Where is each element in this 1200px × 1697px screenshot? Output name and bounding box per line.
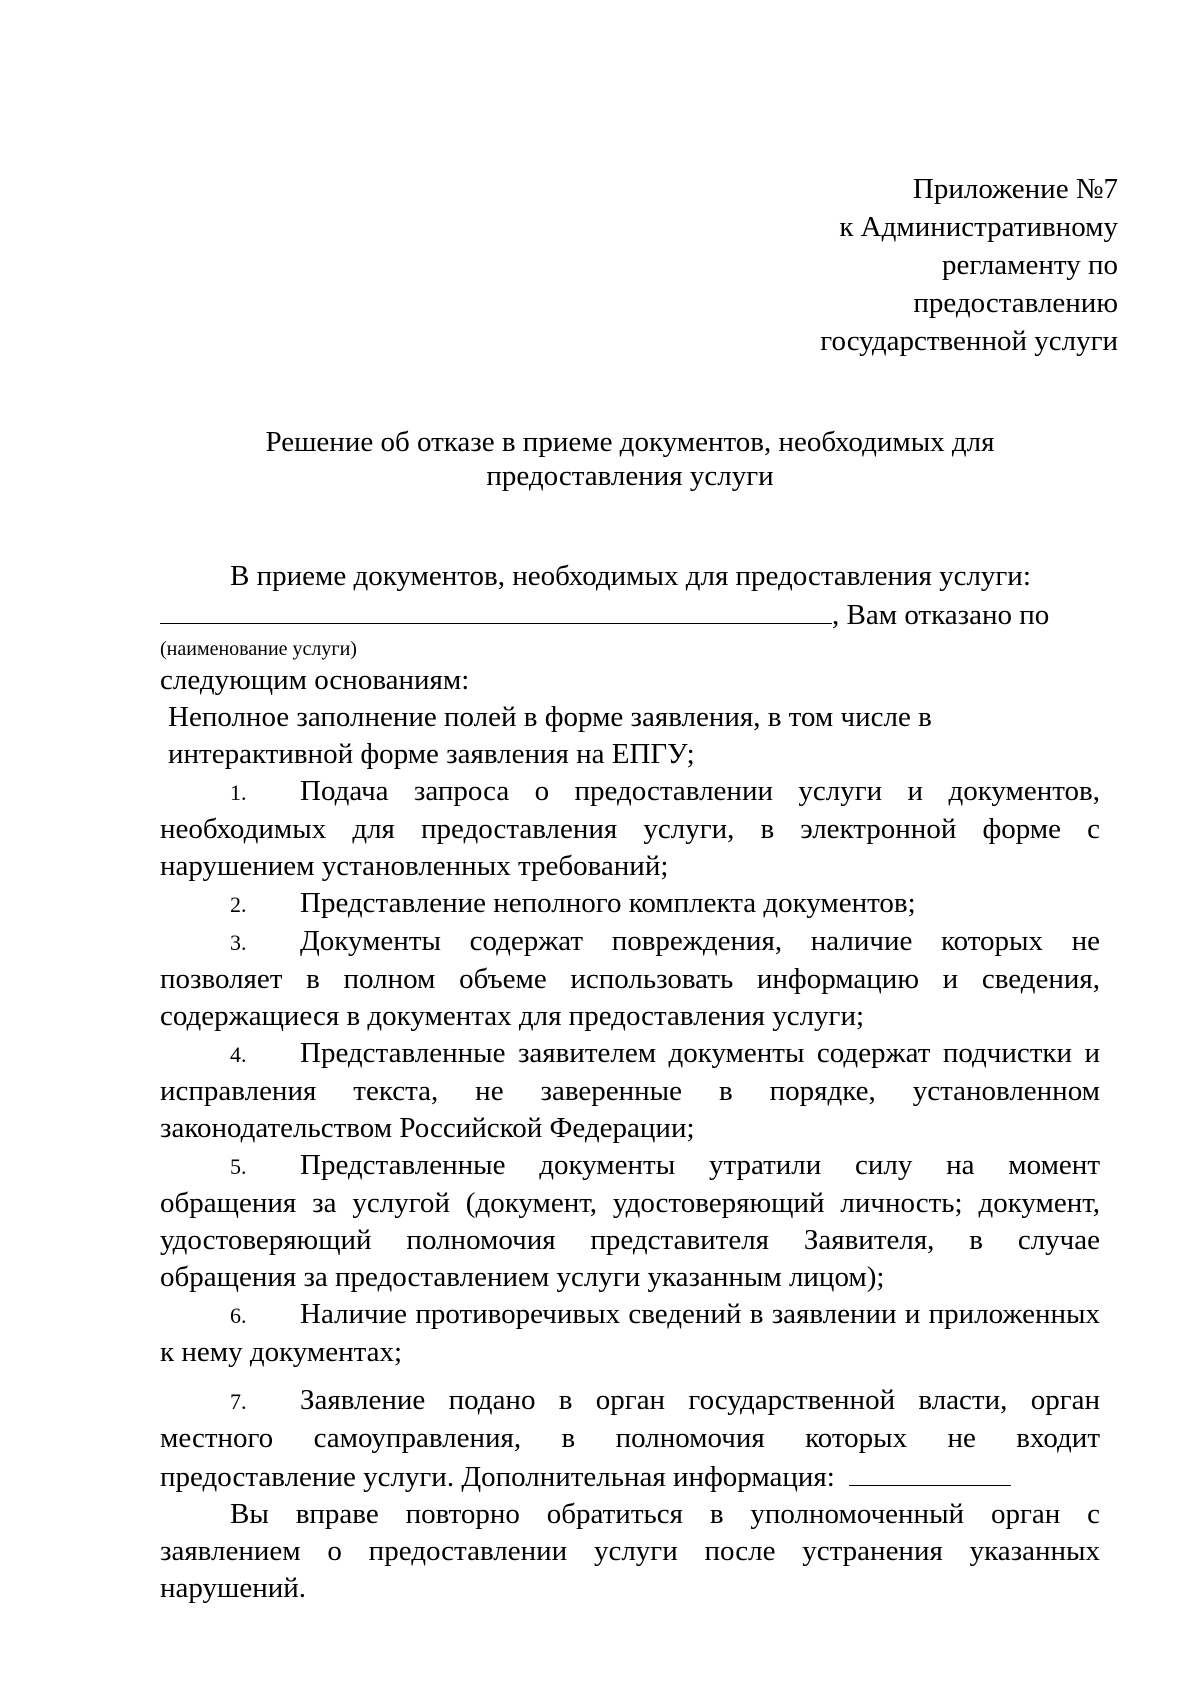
document-title: [160, 425, 1100, 493]
item-text: Представленные заявителем документы содержат подчистки и исправления текста, не заверенные в порядке, установленном законодательством Российской Федерации;: [160, 1037, 1100, 1144]
intro-line-3: следующим основаниям:: [160, 664, 470, 696]
appendix-line: регламенту по: [942, 249, 1118, 281]
item-number: 5.: [230, 1154, 247, 1179]
item-text: Представление неполного комплекта документов;: [300, 887, 916, 919]
item-text: Документы содержат повреждения, наличие которых не позволяет в полном объеме использовать информацию и сведения, содержащиеся в документах для предоставления услуги;: [160, 925, 1100, 1032]
service-name-blank: [160, 595, 832, 624]
appendix-line: к Административному: [839, 211, 1118, 243]
item-text: Представленные документы утратили силу на момент обращения за услугой (документ, удостоверяющий личность; документ, удостоверяющий полномочия представителя Заявителя, в случае обращения за предоставлением услуги указанным лицом);: [160, 1149, 1100, 1293]
appendix-line: государственной услуги: [820, 325, 1118, 357]
closing-paragraph: Вы вправе повторно обратиться в уполномоченный орган с заявлением о предоставлении услуги после устранения указанных нарушений.: [160, 1498, 1100, 1604]
appendix-line: Приложение №7: [912, 173, 1118, 205]
item-number: 7.: [230, 1389, 247, 1414]
reason-item-2: [160, 885, 1100, 923]
reason-item-1: [160, 773, 1100, 885]
reason-item-3: [160, 923, 1100, 1035]
reason-item-4: [160, 1035, 1100, 1147]
item-number: 6.: [230, 1303, 247, 1328]
item-text: Заявление подано в орган государственной власти, орган местного самоуправления, в полномочия которых не входит предоставление услуги. Дополнительная информация:: [160, 1384, 1100, 1493]
intro-line-1: В приеме документов, необходимых для предоставления услуги:: [230, 560, 1031, 592]
appendix-header: [820, 170, 1118, 360]
reason-item-7: [160, 1382, 1100, 1496]
title-line-1: Решение об отказе в приеме документов, необходимых для: [265, 426, 995, 458]
appendix-line: предоставлению: [913, 287, 1118, 319]
item-number: 1.: [230, 780, 247, 805]
reason-item-5: [160, 1147, 1100, 1296]
item-text: Подача запроса о предоставлении услуги и документов, необходимых для предоставления услуги, в электронной форме с нарушением установленных требований;: [160, 775, 1100, 882]
additional-info-blank: [849, 1457, 1011, 1486]
item-number: 3.: [230, 930, 247, 955]
item-number: 2.: [230, 892, 247, 917]
item-number: 4.: [230, 1042, 247, 1067]
reason-item-6: [160, 1296, 1100, 1371]
document-body: [160, 558, 1100, 1607]
lead-item: Неполное заполнение полей в форме заявления, в том числе в интерактивной форме заявления на ЕПГУ;: [168, 701, 932, 770]
item-text: Наличие противоречивых сведений в заявлении и приложенных к нему документах;: [160, 1298, 1100, 1368]
intro-line-2: [160, 595, 1100, 634]
service-name-caption: (наименование услуги): [160, 638, 357, 660]
title-line-2: предоставления услуги: [486, 460, 774, 492]
intro-line-2-suffix: , Вам отказано по: [832, 599, 1050, 631]
